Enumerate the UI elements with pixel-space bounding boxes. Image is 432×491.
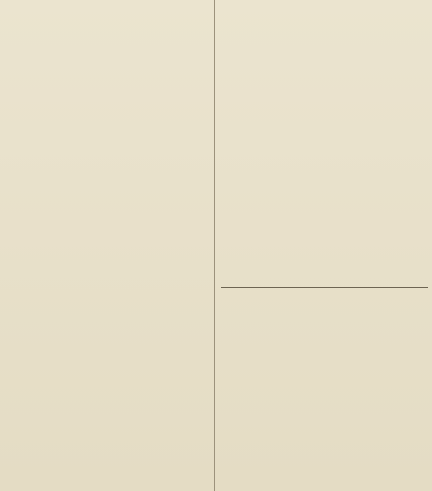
section-rule (221, 287, 428, 288)
column-divider (214, 0, 215, 491)
right-column-top (221, 0, 428, 285)
left-column (5, 0, 210, 491)
right-column-bottom (221, 312, 428, 491)
